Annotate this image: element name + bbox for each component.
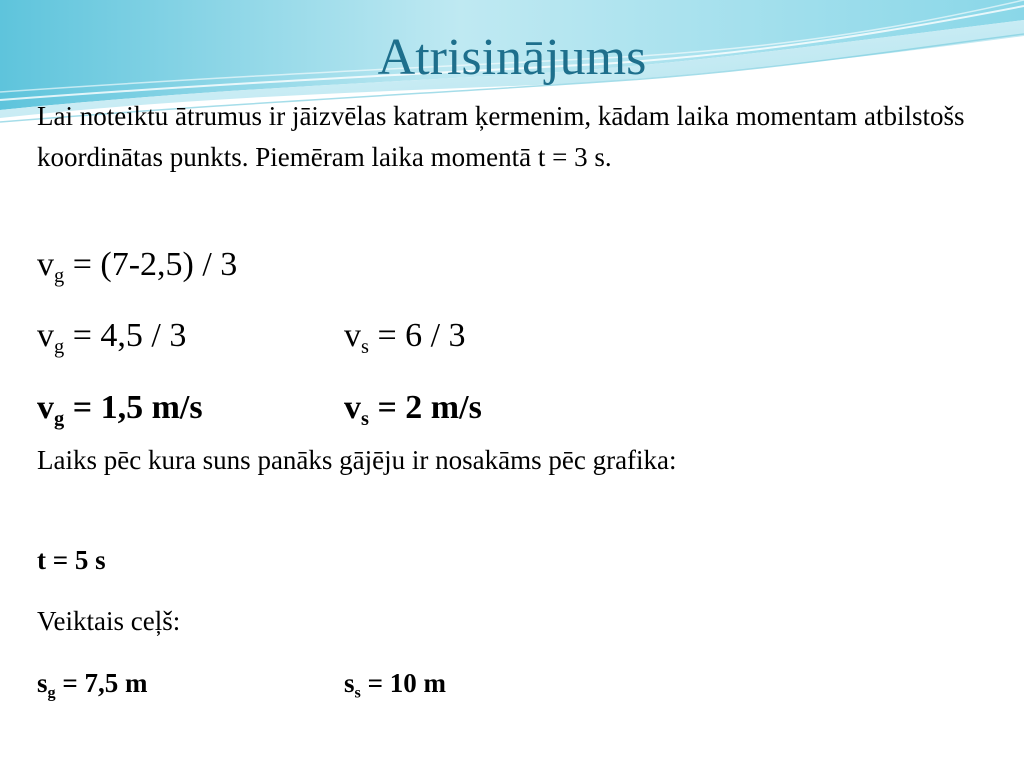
eq-variable: s — [37, 668, 48, 698]
walker-distance-result — [37, 666, 148, 700]
eq-variable: v — [344, 317, 361, 354]
eq-subscript: g — [54, 336, 65, 359]
dog-velocity-fraction — [344, 316, 466, 359]
eq-expression: = 2 m/s — [368, 389, 482, 426]
eq-subscript: s — [361, 336, 369, 359]
intro-paragraph: Lai noteiktu ātrumus ir jāizvēlas katram ķermenim, kādam laika momentam atbilstošs koordinātas punkts. Piemēram laika momentā t = 3 s. — [37, 101, 965, 172]
eq-expression: = 7,5 m — [55, 668, 148, 698]
eq-expression: = (7-2,5) / 3 — [64, 246, 238, 283]
walker-velocity-result — [37, 388, 203, 431]
slide-title: Atrisinājums — [377, 29, 647, 86]
eq-expression: = 10 m — [360, 668, 446, 698]
eq-subscript: g — [54, 265, 65, 288]
eq-variable: v — [344, 389, 361, 426]
eq-variable: s — [344, 668, 355, 698]
eq-variable: v — [37, 246, 54, 283]
catchup-time-result: t = 5 s — [37, 545, 106, 575]
dog-velocity-result — [344, 388, 482, 431]
distance-label: Veiktais ceļš: — [37, 606, 181, 636]
dog-distance-result — [344, 666, 446, 700]
eq-subscript: g — [47, 683, 56, 702]
eq-expression: = 1,5 m/s — [64, 389, 203, 426]
eq-expression: = 4,5 / 3 — [64, 317, 187, 354]
velocity-equation-1 — [37, 245, 238, 288]
eq-subscript: g — [54, 408, 65, 431]
eq-expression: = 6 / 3 — [368, 317, 466, 354]
eq-variable: v — [37, 317, 54, 354]
catchup-paragraph: Laiks pēc kura suns panāks gājēju ir nosakāms pēc grafika: — [37, 445, 677, 475]
walker-velocity-fraction — [37, 316, 187, 359]
eq-subscript: s — [361, 408, 369, 431]
eq-variable: v — [37, 389, 54, 426]
eq-subscript: s — [354, 683, 361, 702]
